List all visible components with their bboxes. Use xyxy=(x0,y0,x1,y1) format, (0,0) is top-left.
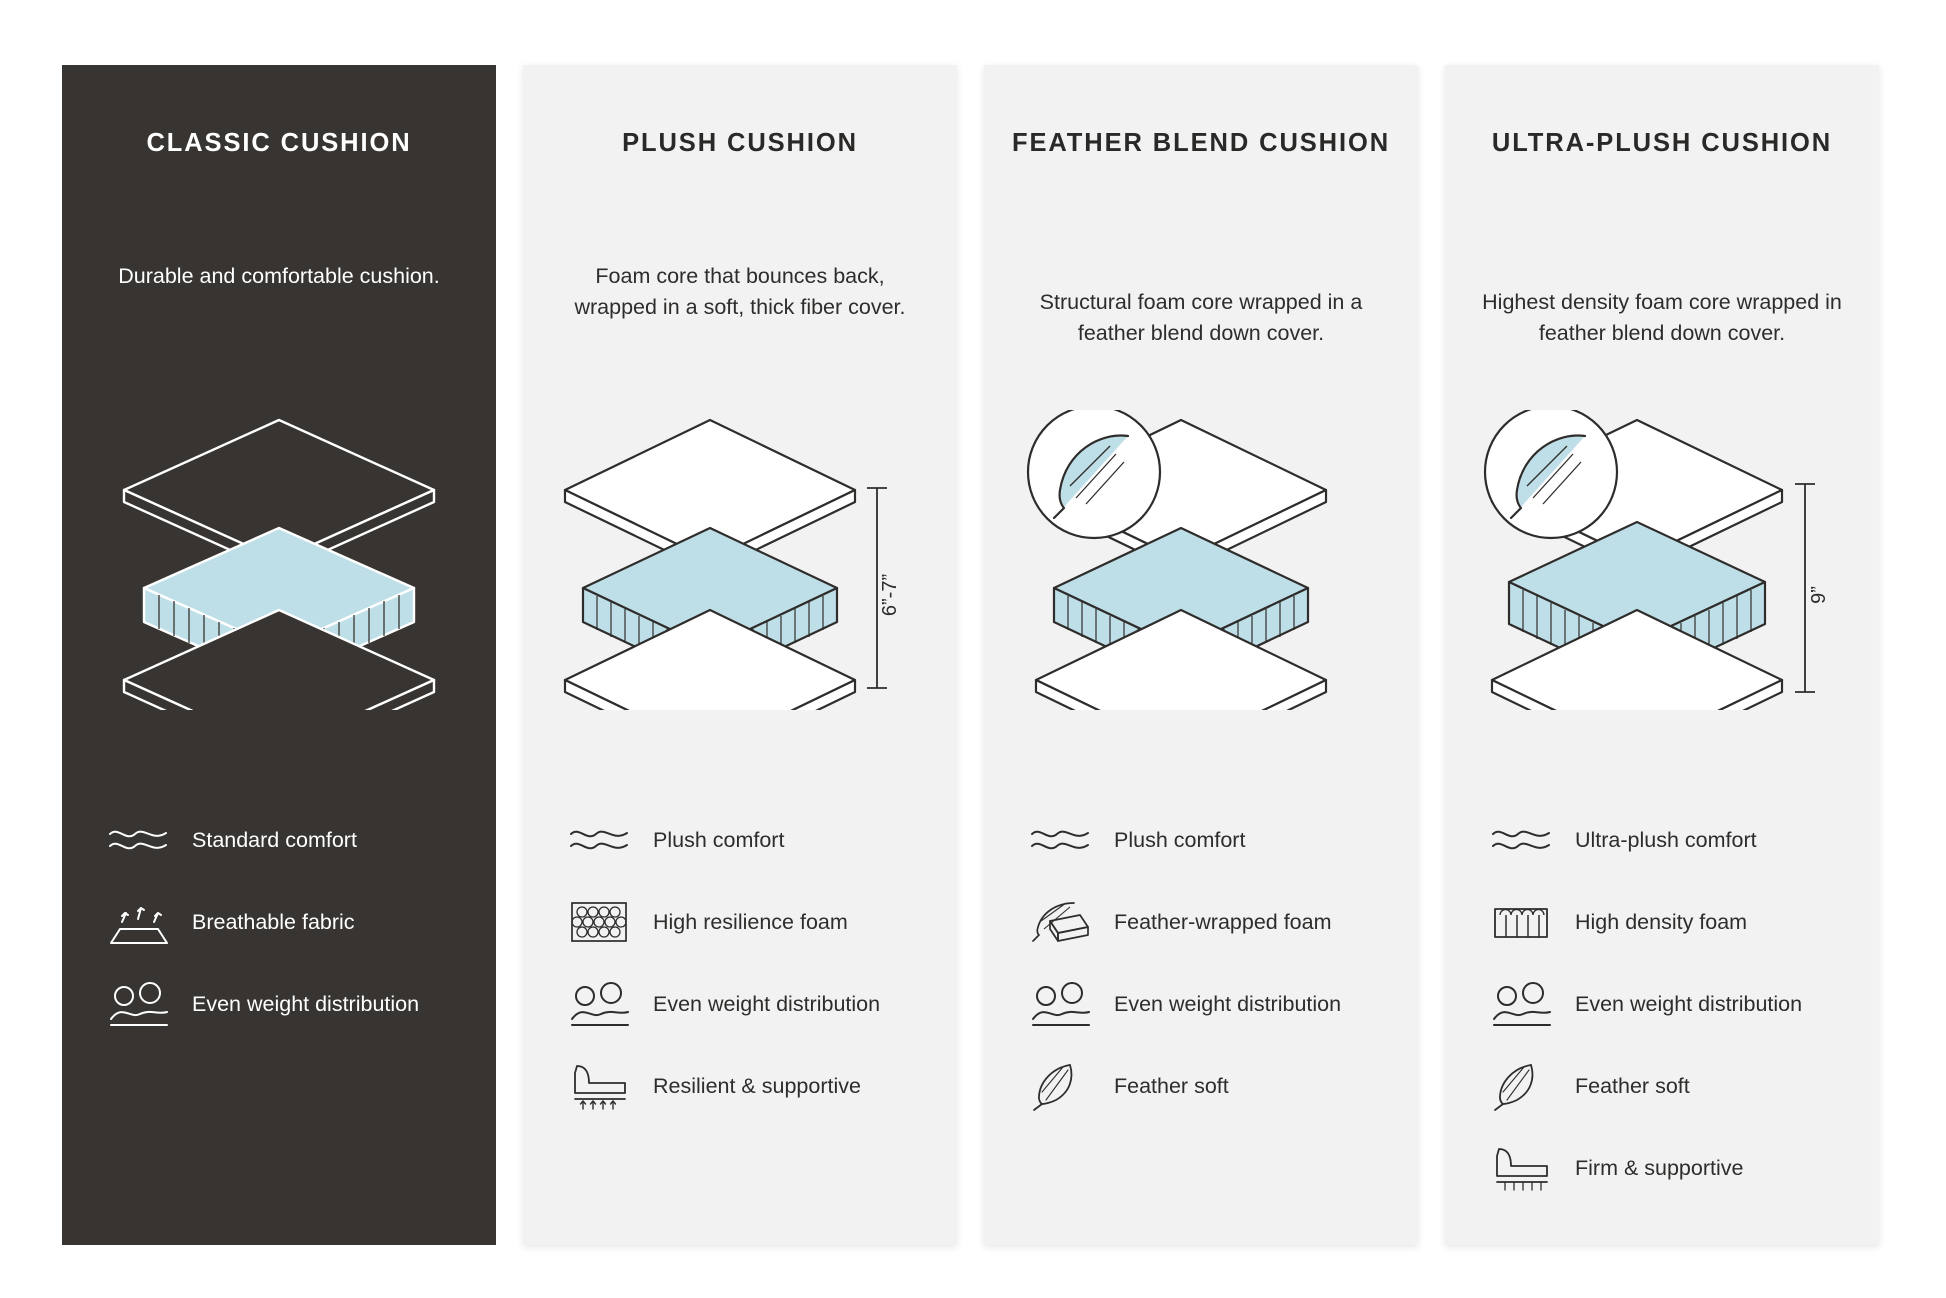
card-feather-blend-cushion[interactable] xyxy=(984,65,1418,1245)
feature-label: Even weight distribution xyxy=(1114,991,1342,1016)
dimension-label: 6”-7” xyxy=(879,573,901,617)
feature-label: Plush comfort xyxy=(653,827,785,852)
feature-label: Standard comfort xyxy=(192,827,357,852)
layers-illustration xyxy=(555,410,925,710)
page-title: PLUSH CUSHION xyxy=(622,129,858,157)
card-description: Highest density foam core wrapped in feather blend down cover. xyxy=(1482,290,1842,345)
list-item xyxy=(1491,892,1833,952)
wave-icon xyxy=(108,812,180,868)
list-item xyxy=(108,810,450,870)
honeycomb-foam-icon xyxy=(569,894,641,950)
feature-label: Even weight distribution xyxy=(192,991,420,1016)
cushion-exploded-diagram-plush xyxy=(523,395,957,725)
list-item xyxy=(1030,974,1372,1034)
supportive-seat-icon xyxy=(1491,1140,1563,1196)
feature-list-ultra-plush xyxy=(1445,810,1879,1198)
feather-badge-icon xyxy=(1028,410,1160,538)
feather-icon xyxy=(1030,1058,1102,1114)
feature-label: Resilient & supportive xyxy=(653,1073,861,1098)
list-item xyxy=(569,1056,911,1116)
card-description: Durable and comfortable cushion. xyxy=(118,264,440,288)
layers-illustration xyxy=(114,410,444,710)
weight-distribution-icon xyxy=(108,976,180,1032)
feature-list-feather-blend xyxy=(984,810,1418,1116)
list-item xyxy=(1030,1056,1372,1116)
feature-label: High resilience foam xyxy=(653,909,848,934)
feature-label: Feather-wrapped foam xyxy=(1114,909,1332,934)
dimension-label: 9” xyxy=(1808,586,1830,604)
weight-distribution-icon xyxy=(569,976,641,1032)
feature-label: Feather soft xyxy=(1575,1073,1690,1098)
list-item xyxy=(1491,810,1833,870)
feature-label: Plush comfort xyxy=(1114,827,1246,852)
card-description: Structural foam core wrapped in a feather blend down cover. xyxy=(1039,290,1363,345)
weight-distribution-icon xyxy=(1030,976,1102,1032)
list-item xyxy=(108,892,450,952)
cushion-exploded-diagram-classic xyxy=(62,395,496,725)
wave-icon xyxy=(1491,812,1563,868)
feature-label: High density foam xyxy=(1575,909,1748,934)
feather-badge-icon xyxy=(1485,410,1617,538)
feature-label: Breathable fabric xyxy=(192,909,355,934)
page-title: CLASSIC CUSHION xyxy=(146,129,412,157)
cushion-exploded-diagram-ultra-plush xyxy=(1445,395,1879,725)
list-item xyxy=(569,810,911,870)
card-plush-cushion[interactable] xyxy=(523,65,957,1245)
density-foam-icon xyxy=(1491,894,1563,950)
cushion-exploded-diagram-feather-blend xyxy=(984,395,1418,725)
card-description: Foam core that bounces back, wrapped in a soft, thick fiber cover. xyxy=(574,264,906,319)
list-item xyxy=(1491,974,1833,1034)
feather-icon xyxy=(1491,1058,1563,1114)
card-classic-cushion[interactable] xyxy=(62,65,496,1245)
page-title: FEATHER BLEND CUSHION xyxy=(1012,129,1391,157)
list-item xyxy=(569,892,911,952)
list-item xyxy=(1491,1138,1833,1198)
wave-icon xyxy=(569,812,641,868)
card-ultra-plush-cushion[interactable] xyxy=(1445,65,1879,1245)
feature-label: Feather soft xyxy=(1114,1073,1229,1098)
feature-list-classic xyxy=(62,810,496,1034)
feature-label: Even weight distribution xyxy=(653,991,881,1016)
feature-label: Even weight distribution xyxy=(1575,991,1803,1016)
list-item xyxy=(1030,892,1372,952)
layers-illustration xyxy=(1016,410,1386,710)
layers-illustration xyxy=(1477,410,1847,710)
list-item xyxy=(1030,810,1372,870)
list-item xyxy=(108,974,450,1034)
feather-wrapped-foam-icon xyxy=(1030,894,1102,950)
weight-distribution-icon xyxy=(1491,976,1563,1032)
supportive-seat-icon xyxy=(569,1058,641,1114)
breathable-fabric-icon xyxy=(108,894,180,950)
list-item xyxy=(569,974,911,1034)
feature-label: Ultra-plush comfort xyxy=(1575,827,1757,852)
page-title: ULTRA-PLUSH CUSHION xyxy=(1491,129,1833,157)
wave-icon xyxy=(1030,812,1102,868)
list-item xyxy=(1491,1056,1833,1116)
feature-list-plush xyxy=(523,810,957,1116)
cushion-cards-row xyxy=(62,65,1879,1245)
feature-label: Firm & supportive xyxy=(1575,1155,1744,1180)
